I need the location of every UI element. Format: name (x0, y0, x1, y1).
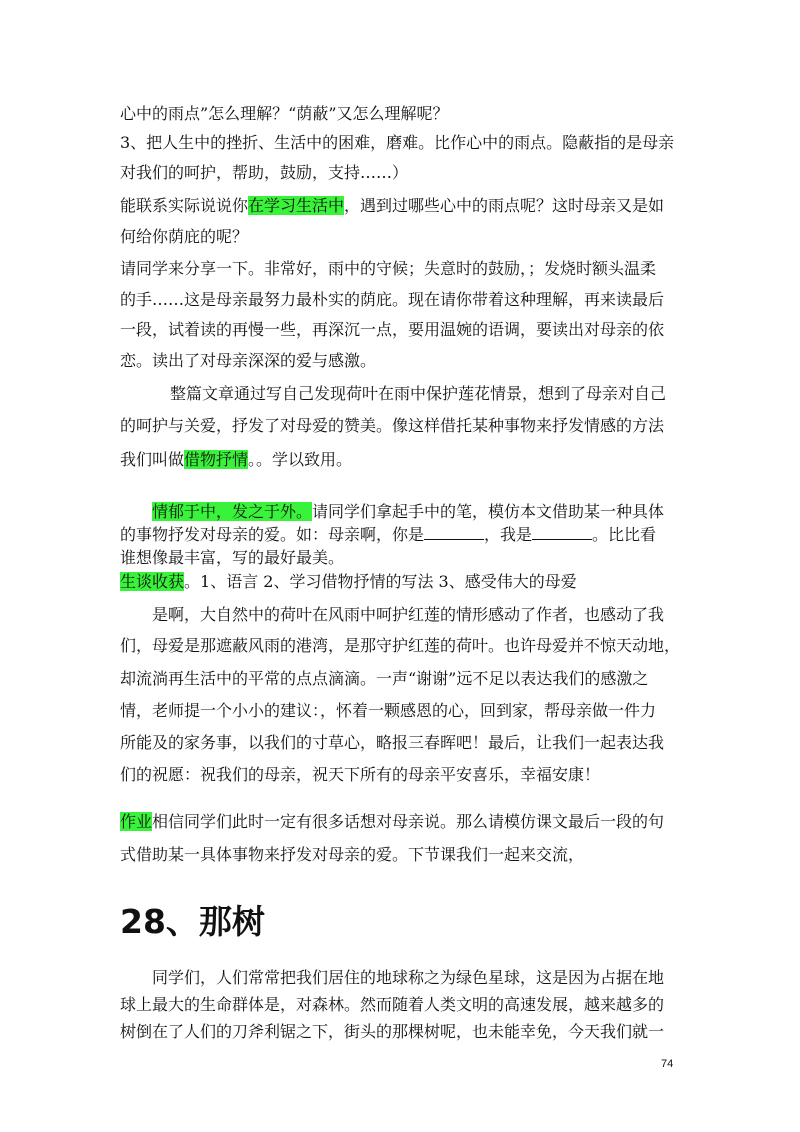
text-line (120, 572, 577, 592)
text-line (152, 502, 664, 522)
text-line (120, 525, 656, 545)
highlighted-phrase: 情郁于中，发之于外。 (152, 502, 313, 521)
text-run: 的事物抒发对母亲的爱。如：母亲啊，你是 (120, 525, 425, 544)
text-line: 们的祝愿：祝我们的母亲，祝天下所有的母亲平安喜乐，幸福安康！ (120, 765, 601, 784)
text-run: 能联系实际说说你 (120, 196, 249, 215)
highlighted-phrase: 借物抒情 (184, 450, 249, 469)
text-run: 请同学们拿起手中的笔，模仿本文借助某一种具体 (312, 502, 665, 521)
text-line: 的呵护与关爱，抒发了对母爱的赞美。像这样借托某种事物来抒发情感的方法 (120, 416, 665, 435)
highlighted-phrase: 生谈收获 (120, 572, 185, 591)
text-line: 情，老师提一个小小的建议：，怀着一颗感恩的心，回到家，帮母亲做一件力 (120, 701, 657, 720)
text-run: ，我是 (484, 525, 533, 544)
text-line: 心中的雨点”怎么理解？“荫蔽”又怎么理解呢？ (120, 104, 449, 123)
highlighted-phrase: 在学习生活中 (248, 196, 345, 215)
text-run: 。1、语言 2、学习借物抒情的写法 3、感受伟大的母爱 (184, 572, 577, 591)
text-run: 相信同学们此时一定有很多话想对母亲说。那么请模仿课文最后一段的句 (152, 812, 665, 831)
text-line: 同学们，人们常常把我们居住的地球称之为绿色星球，这是因为占据在地 (152, 968, 665, 987)
text-run: 。。学以致用。 (248, 450, 353, 469)
page-number: 74 (661, 1058, 674, 1070)
text-line: 是啊，大自然中的荷叶在风雨中呵护红莲的情形感动了作者，也感动了我 (152, 605, 665, 624)
text-line: 的手……这是母亲最努力最朴实的荫庇。现在请你带着这种理解，再来读最后 (120, 290, 665, 309)
text-line: 何给你荫庇的呢？ (120, 227, 249, 246)
text-line: 请同学来分享一下。非常好，雨中的守候；失意时的鼓励，；发烧时额头温柔 (120, 259, 657, 278)
text-line: 谁想像最丰富，写的最好最美。 (120, 548, 345, 567)
text-line: 一段，试着读的再慢一些，再深沉一点，要用温婉的语调，要读出对母亲的依 (120, 320, 665, 339)
text-run: 我们叫做 (120, 450, 185, 469)
text-line (120, 812, 664, 832)
text-line: 却流淌再生活中的平常的点点滴滴。一声“谢谢”远不足以表达我们的感激之 (120, 669, 649, 688)
text-line: 3、把人生中的挫折、生活中的困难，磨难。比作心中的雨点。隐蔽指的是母亲 (120, 133, 675, 152)
blank-line (532, 525, 592, 540)
section-heading: 28、那树 (120, 902, 265, 941)
text-line: 球上最大的生命群体是，对森林。然而随着人类文明的高速发展，越来越多的 (120, 995, 665, 1014)
text-line: 整篇文章通过写自己发现荷叶在雨中保护莲花情景，想到了母亲对自己 (170, 384, 667, 403)
text-run: ，遇到过哪些心中的雨点呢？这时母亲又是如 (344, 196, 665, 215)
text-line (120, 196, 664, 216)
text-line: 式借助某一具体事物来抒发对母亲的爱。下节课我们一起来交流， (120, 845, 585, 864)
text-line: 恋。读出了对母亲深深的爱与感激。 (120, 351, 377, 370)
blank-line (424, 525, 484, 540)
text-line: 对我们的呵护，帮助，鼓励，支持……） (120, 163, 409, 182)
text-line (120, 450, 352, 470)
text-line: 所能及的家务事，以我们的寸草心，略报三春晖吧！最后，让我们一起表达我 (120, 733, 665, 752)
highlighted-phrase: 作业 (120, 812, 153, 831)
text-line: 们，母爱是那遮蔽风雨的港湾，是那守护红莲的荷叶。也许母爱并不惊天动地， (120, 636, 681, 655)
text-line: 树倒在了人们的刀斧利锯之下，街头的那棵树呢，也未能幸免，今天我们就一 (120, 1022, 665, 1041)
text-run: 。比比看 (592, 525, 657, 544)
